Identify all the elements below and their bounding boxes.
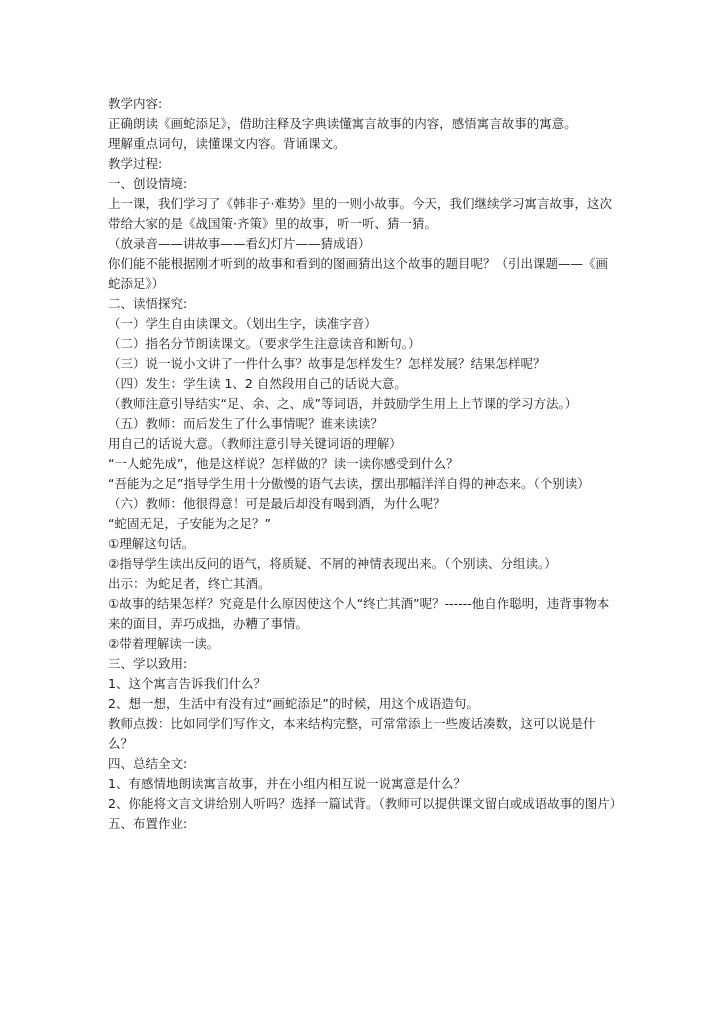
heading-3: 三、学以致用: [108, 656, 188, 671]
list-item: （三）说一说小文讲了一件什么事？故事是怎样发生？怎样发展？结果怎样呢？ [108, 356, 546, 371]
list-item: ②带着理解读一读。 [108, 636, 220, 651]
paragraph: （放录音——讲故事——看幻灯片——猜成语） [108, 236, 371, 251]
list-item: （四）发生：学生读 1、2 自然段用自己的话说大意。 [108, 376, 407, 391]
list-item: 2、想一想，生活中有没有过“画蛇添足”的时候，用这个成语造句。 [108, 696, 479, 711]
paragraph: 你们能不能根据刚才听到的故事和看到的图画猜出这个故事的题目呢？（引出课题——《画蛇添足》） [108, 256, 609, 291]
paragraph: 正确朗读《画蛇添足》，借助注释及字典读懂寓言故事的内容，感悟寓言故事的寓意。 [108, 116, 577, 131]
list-item: 1、有感情地朗读寓言故事，并在小组内相互说一说寓意是什么？ [108, 776, 466, 791]
list-item: （一）学生自由读课文。（划出生字，读准字音） [108, 316, 377, 331]
heading-2: 二、读悟探究: [108, 296, 188, 311]
document-body [108, 94, 623, 834]
heading-4: 四、总结全文: [108, 756, 188, 771]
paragraph: 教师点拨：比如同学们写作文，本来结构完整，可常常添上一些废话凑数，这可以说是什么？ [108, 716, 596, 751]
list-item: （六）教师：他很得意！可是最后却没有喝到酒，为什么呢？ [108, 496, 446, 511]
paragraph: （教师注意引导结实“足、余、之、成”等词语，并鼓励学生用上上节课的学习方法。） [108, 396, 578, 411]
list-item: ②指导学生读出反问的语气，将质疑、不屑的神情表现出来。（个别读、分组读。） [108, 556, 557, 571]
list-item: （五）教师：而后发生了什么事情呢？谁来读读？ [108, 416, 384, 431]
paragraph: 理解重点词句，读懂课文内容。背诵课文。 [108, 136, 346, 151]
list-item: 1、这个寓言告诉我们什么？ [108, 676, 266, 691]
list-item: （二）指名分节朗读课文。（要求学生注意读音和断句。） [108, 336, 421, 351]
heading-5: 五、布置作业: [108, 816, 188, 831]
paragraph: 上一课，我们学习了《韩非子·难势》里的一则小故事。今天，我们继续学习寓言故事，这次带给大家的是《战国策·齐策》里的故事，听一听、猜一猜。 [108, 196, 612, 231]
paragraph: 出示：为蛇足者，终亡其酒。 [108, 576, 271, 591]
paragraph: “一人蛇先成”，他是这样说？怎样做的？读一读你感受到什么？ [108, 456, 459, 471]
paragraph: “吾能为之足”指导学生用十分傲慢的语气去读，摆出那幅洋洋自得的神态来。（个别读） [108, 476, 590, 491]
section-label-process: 教学过程: [108, 156, 163, 171]
list-item: ①故事的结果怎样？究竟是什么原因使这个人“终亡其酒”呢？------他自作聪明，违背事物本来的面目，弄巧成拙，办糟了事情。 [108, 596, 610, 631]
paragraph: 用自己的话说大意。（教师注意引导关键词语的理解） [108, 436, 402, 451]
quote: “蛇固无足，子安能为之足？” [108, 516, 271, 531]
list-item: ①理解这句话。 [108, 536, 195, 551]
heading-1: 一、创设情境: [108, 176, 188, 191]
list-item: 2、你能将文言文讲给别人听吗？选择一篇试背。（教师可以提供课文留白或成语故事的图片） [108, 796, 623, 811]
section-label-content: 教学内容: [108, 96, 163, 111]
